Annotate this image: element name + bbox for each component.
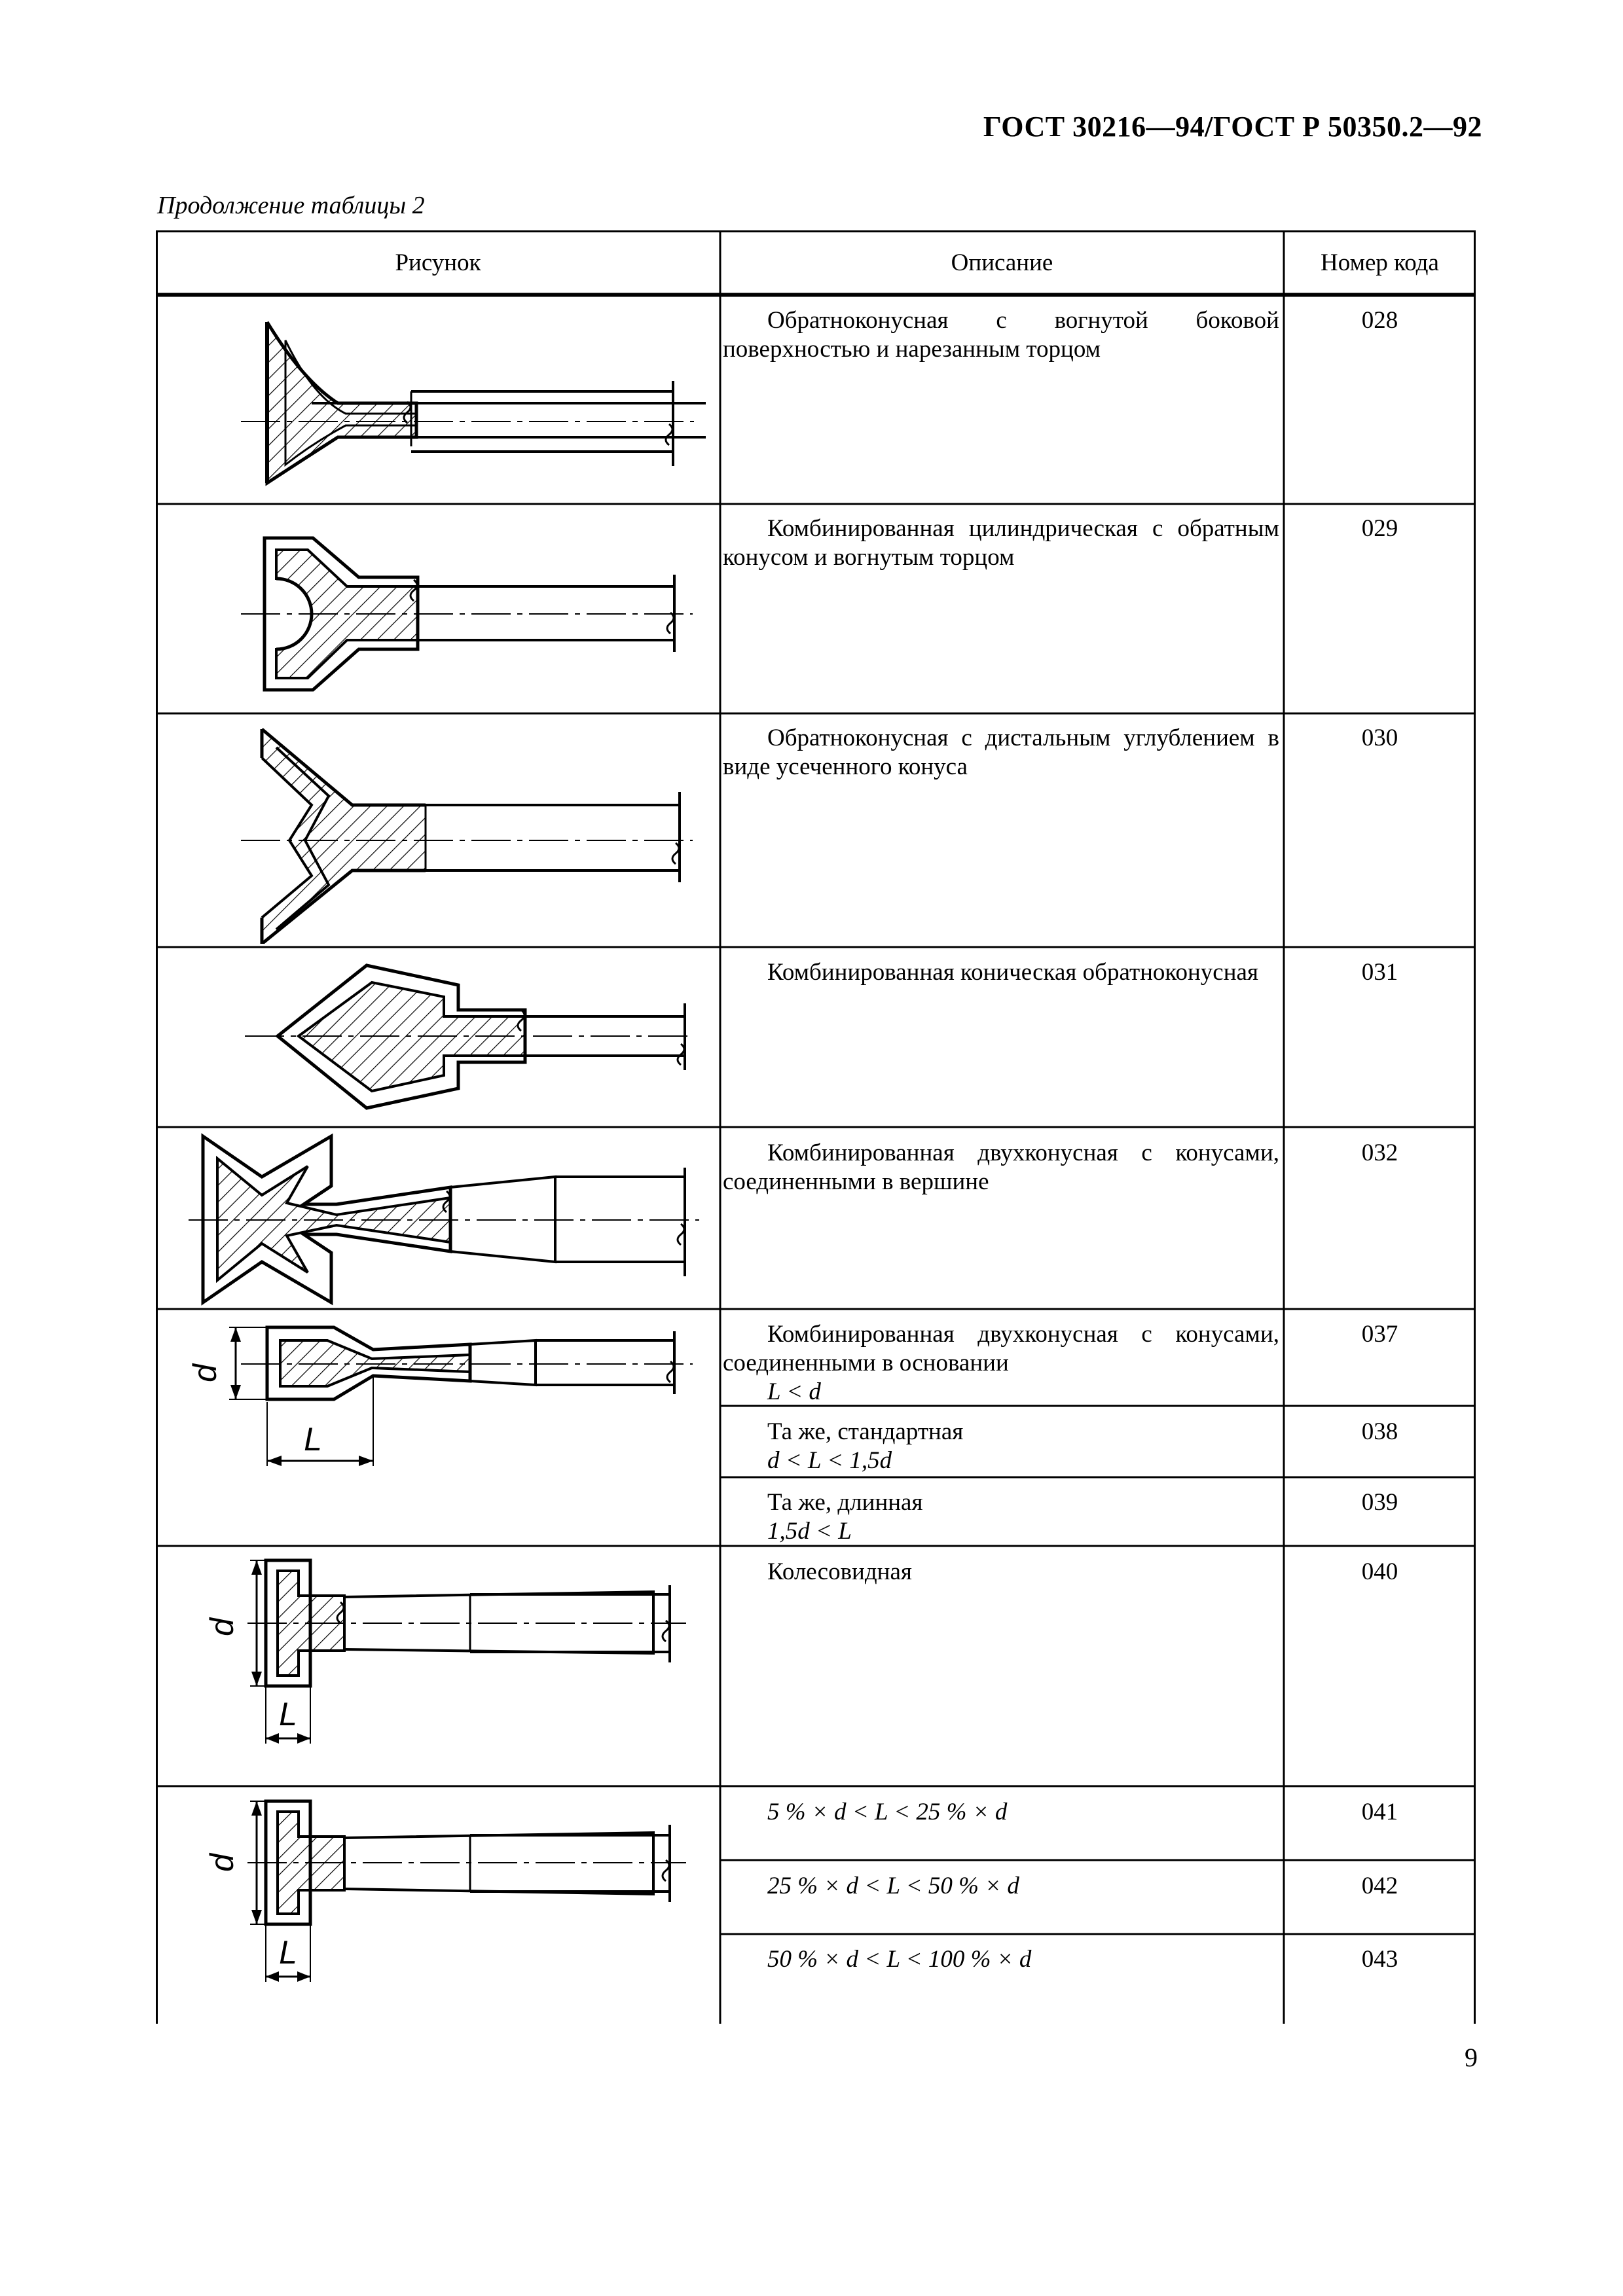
row-description: Обратноконусная с вогнутой боковой поверхностью и нарезанным торцом — [723, 307, 1279, 363]
row-code: 038 — [1361, 1418, 1398, 1445]
row-description: Та же, стандартная — [767, 1418, 964, 1445]
row-description: Обратноконусная с дистальным углублением в виде усеченного конуса — [723, 725, 1279, 780]
table-row — [723, 1872, 1279, 1901]
table-row — [723, 724, 1279, 781]
row-description: Комбинированная коническая обратноконусная — [767, 959, 1258, 986]
row-code: 037 — [1361, 1321, 1398, 1348]
bur-037-drawing — [182, 1312, 712, 1541]
row-formula: 5 % × d < L < 25 % × d — [767, 1799, 1008, 1825]
row-code: 029 — [1361, 515, 1398, 542]
row-description: Та же, длинная — [767, 1489, 923, 1516]
column-header-figure: Рисунок — [395, 249, 481, 276]
row-code: 028 — [1361, 307, 1398, 334]
row-code: 041 — [1361, 1799, 1398, 1825]
dimension-label-L: L — [279, 1696, 297, 1732]
row-code: 031 — [1361, 959, 1398, 986]
row-code: 032 — [1361, 1139, 1398, 1166]
bur-031-drawing — [221, 954, 706, 1124]
table-row — [723, 1320, 1279, 1407]
row-description: Колесовидная — [767, 1558, 912, 1585]
column-header-description: Описание — [951, 249, 1053, 276]
row-formula: 25 % × d < L < 50 % × d — [767, 1873, 1019, 1899]
row-formula: d < L < 1,5d — [767, 1447, 892, 1474]
table-row — [723, 1488, 1279, 1546]
table-row — [723, 306, 1279, 364]
bur-032-drawing — [189, 1131, 712, 1308]
dimension-label-L: L — [304, 1421, 322, 1458]
page-number: 9 — [1465, 2043, 1478, 2072]
row-formula: 50 % × d < L < 100 % × d — [767, 1946, 1032, 1973]
bur-041-drawing — [182, 1788, 712, 2017]
table-row — [723, 1558, 1279, 1587]
row-description: Комбинированная двухконусная с конусами, соединенными в основании — [723, 1321, 1279, 1376]
bur-028-drawing — [221, 309, 706, 499]
dimension-label-d: d — [204, 1618, 240, 1636]
row-code: 040 — [1361, 1558, 1398, 1585]
row-code: 043 — [1361, 1946, 1398, 1973]
table-row — [723, 1139, 1279, 1196]
bur-029-drawing — [221, 512, 706, 708]
document-title: ГОСТ 30216—94/ГОСТ Р 50350.2—92 — [983, 111, 1482, 143]
codes-table — [156, 230, 1476, 2024]
table-row — [723, 1418, 1279, 1475]
bur-040-drawing — [182, 1547, 712, 1783]
dimension-label-L: L — [279, 1934, 297, 1971]
row-description: Комбинированная двухконусная с конусами, соединенными в вершине — [723, 1139, 1279, 1195]
table-caption: Продолжение таблицы 2 — [157, 192, 425, 219]
column-header-code: Номер кода — [1321, 249, 1439, 276]
table-row — [723, 1798, 1279, 1827]
row-code: 030 — [1361, 725, 1398, 751]
table-row — [723, 514, 1279, 572]
dimension-label-d: d — [187, 1364, 223, 1382]
row-code: 042 — [1361, 1873, 1398, 1899]
row-description: Комбинированная цилиндрическая с обратным конусом и вогнутым торцом — [723, 515, 1279, 571]
table-row — [723, 958, 1279, 987]
row-formula: L < d — [767, 1378, 821, 1405]
dimension-label-d: d — [204, 1854, 240, 1872]
row-code: 039 — [1361, 1489, 1398, 1516]
bur-030-drawing — [221, 721, 706, 944]
row-formula: 1,5d < L — [767, 1518, 852, 1545]
table-row — [723, 1945, 1279, 1974]
